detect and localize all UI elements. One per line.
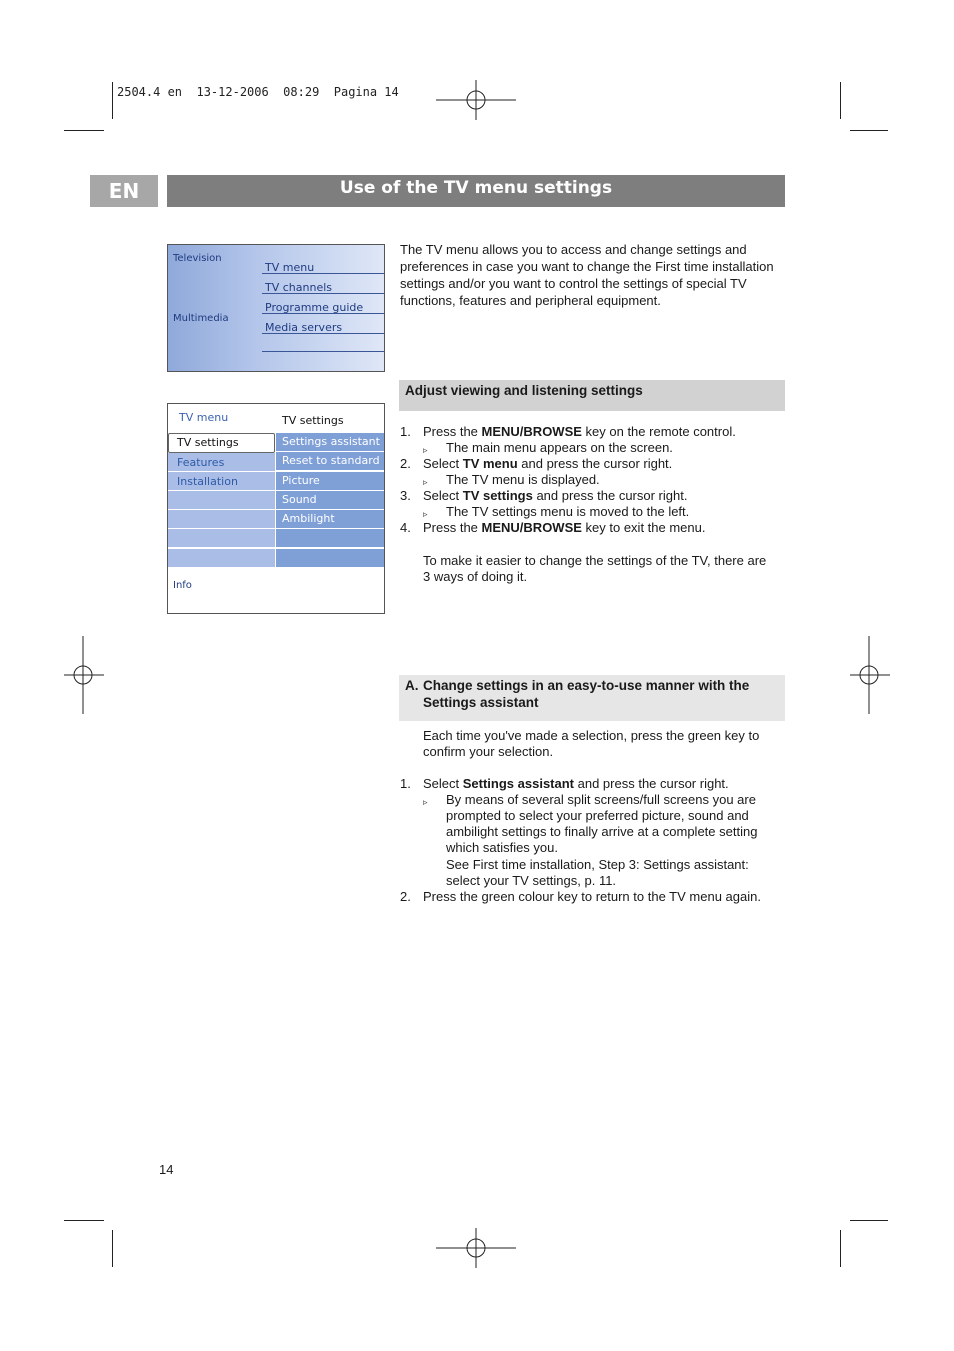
- menu-item-empty: [262, 333, 384, 352]
- menu-item-media-servers: Media servers: [262, 315, 384, 334]
- main-menu-screenshot: [167, 244, 385, 372]
- registration-mark-top: [436, 80, 516, 120]
- right-row-label: Reset to standard: [282, 454, 380, 467]
- info-label: Info: [173, 580, 192, 591]
- section-letter: A.: [405, 678, 419, 693]
- step-3: Select TV settings and press the cursor right.: [423, 488, 688, 503]
- result-line: See First time installation, Step 3: Settings assistant:: [446, 857, 749, 872]
- right-row-ambilight: [276, 510, 384, 528]
- step-number: 1.: [400, 424, 411, 439]
- intro-line: confirm your selection.: [423, 744, 554, 759]
- result-line: By means of several split screens/full screens you are: [446, 792, 756, 807]
- result-line: select your TV settings, p. 11.: [446, 873, 617, 888]
- result-1: The main menu appears on the screen.: [446, 440, 673, 455]
- intro-paragraph: The TV menu allows you to access and change settings and preferences in case you want to change the First time installation settings and/or you want to control the settings of special TV functions, features and peripheral equipment.: [400, 242, 774, 308]
- tv-menu-screenshot: [167, 403, 385, 614]
- result-arrow-icon: ▹: [423, 445, 428, 455]
- result-arrow-icon: ▹: [423, 797, 428, 807]
- right-row-label: Ambilight: [282, 512, 335, 525]
- heading-line: Settings assistant: [423, 695, 539, 710]
- heading-line: Change settings in an easy-to-use manner with the: [423, 678, 750, 693]
- menu-item-programme-guide: Programme guide: [262, 295, 384, 314]
- step-number: 1.: [400, 776, 411, 791]
- note-line: To make it easier to change the settings of the TV, there are: [423, 553, 767, 568]
- section-heading-settings-assistant: [399, 675, 785, 721]
- registration-mark-bottom: [436, 1228, 516, 1268]
- result-3: The TV settings menu is moved to the left.: [446, 504, 690, 519]
- right-row-settings-assistant: [276, 433, 384, 451]
- tv-menu-header: TV menu: [179, 411, 229, 424]
- selected-tv-settings: TV settings: [168, 433, 275, 453]
- step-number: 4.: [400, 520, 411, 535]
- result-line: which satisfies you.: [446, 840, 558, 855]
- right-row-label: Settings assistant: [282, 435, 380, 448]
- left-row-label: Features: [177, 456, 225, 469]
- right-row-label: Sound: [282, 493, 317, 506]
- step-number: 2.: [400, 889, 411, 904]
- menu-item-tv-channels: TV channels: [262, 275, 384, 294]
- tv-settings-header: TV settings: [282, 414, 344, 427]
- left-row-empty: [168, 510, 275, 528]
- category-multimedia: Multimedia: [173, 313, 229, 324]
- right-row-picture: [276, 472, 384, 490]
- left-row-installation: [168, 472, 275, 490]
- step-4: Press the MENU/BROWSE key to exit the menu.: [423, 520, 706, 535]
- note-line: 3 ways of doing it.: [423, 569, 528, 584]
- result-arrow-icon: ▹: [423, 477, 428, 487]
- result-line: prompted to select your preferred picture, sound and: [446, 808, 749, 823]
- registration-mark-left: [64, 636, 104, 714]
- left-row-features: [168, 453, 275, 471]
- right-row-reset: [276, 452, 384, 470]
- step-1: Press the MENU/BROWSE key on the remote control.: [423, 424, 736, 439]
- intro-line: Each time you've made a selection, press the green key to: [423, 728, 760, 743]
- right-row-empty: [276, 529, 384, 547]
- right-row-empty: [276, 549, 384, 567]
- result-line: ambilight settings to finally arrive at a complete setting: [446, 824, 758, 839]
- left-row-label: Installation: [177, 475, 238, 488]
- category-television: Television: [173, 253, 222, 264]
- print-header: 2504.4 en 13-12-2006 08:29 Pagina 14: [117, 85, 399, 99]
- menu-item-tv-menu: TV menu: [262, 255, 384, 274]
- step-2: Press the green colour key to return to the TV menu again.: [423, 889, 761, 904]
- step-2: Select TV menu and press the cursor right.: [423, 456, 673, 471]
- right-row-label: Picture: [282, 474, 320, 487]
- left-row-empty: [168, 529, 275, 547]
- left-row-empty: [168, 549, 275, 567]
- language-tab: EN: [90, 175, 158, 207]
- right-row-sound: [276, 491, 384, 509]
- step-number: 3.: [400, 488, 411, 503]
- step-number: 2.: [400, 456, 411, 471]
- result-2: The TV menu is displayed.: [446, 472, 600, 487]
- step-1: Select Settings assistant and press the cursor right.: [423, 776, 729, 791]
- page-number: 14: [159, 1162, 174, 1177]
- section-heading-adjust: Adjust viewing and listening settings: [399, 380, 785, 411]
- page-title: Use of the TV menu settings: [167, 175, 785, 207]
- left-row-empty: [168, 491, 275, 509]
- result-arrow-icon: ▹: [423, 509, 428, 519]
- registration-mark-right: [850, 636, 890, 714]
